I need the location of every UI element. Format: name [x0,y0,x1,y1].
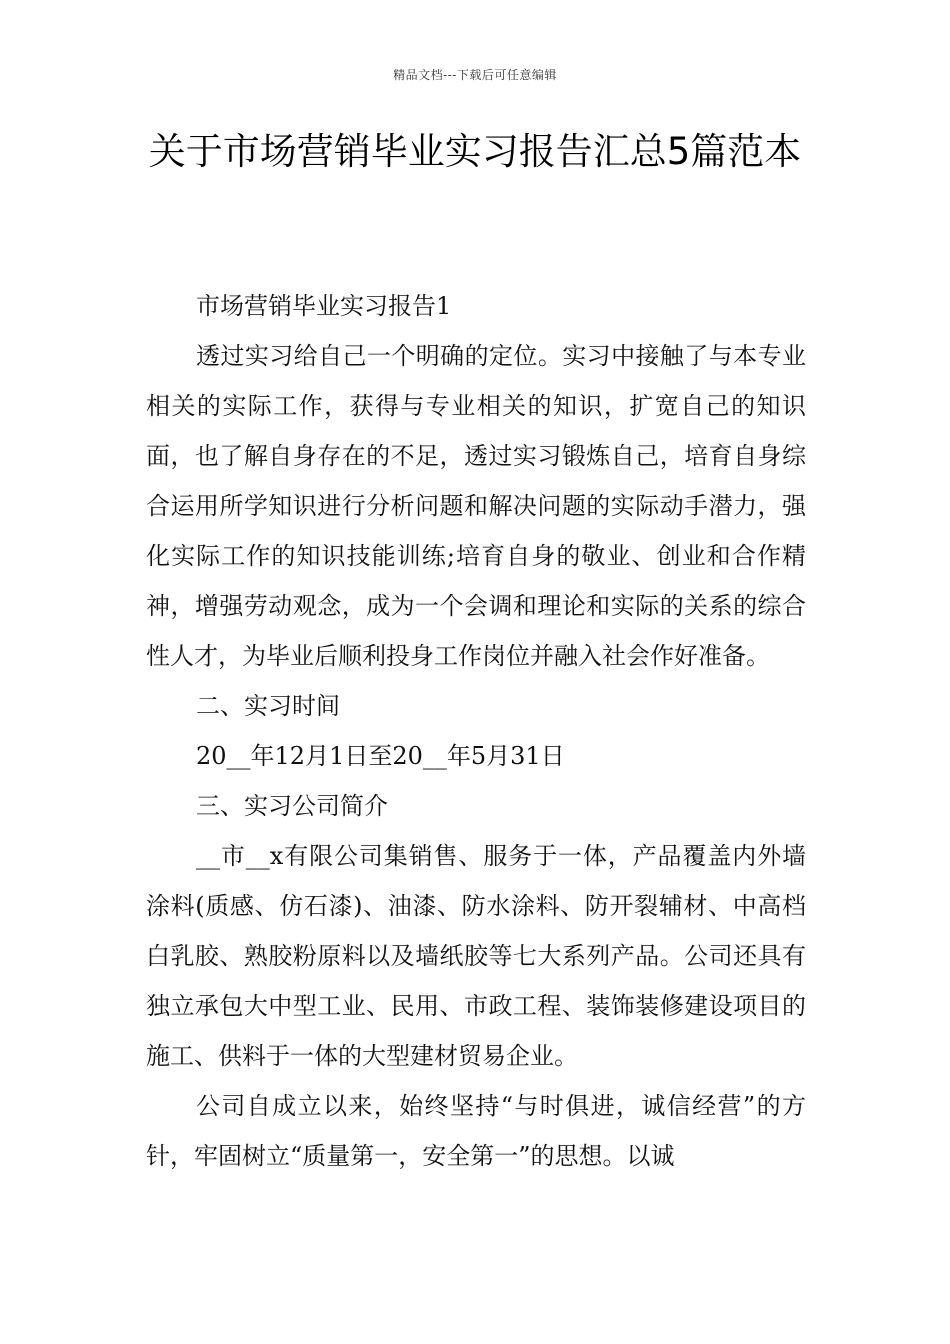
section-heading-company-intro: 三、实习公司简介 [196,792,388,820]
paragraph-company-overview: __市__x有限公司集销售、服务于一体，产品覆盖内外墙涂料(质感、仿石漆)、油漆、防水涂料、防开裂辅材、中高档白乳胶、熟胶粉原料以及墙纸胶等七大系列产品。公司还具有独立承包大中型工业、民用、市政工程、装饰装修建设项目的施工、供料于一体的大型建材贸易企业。 [146,842,806,1070]
paragraph-internship-purpose: 透过实习给自己一个明确的定位。实习中接触了与本专业相关的实际工作，获得与专业相关的知识，扩宽自己的知识面，也了解自身存在的不足，透过实习锻炼自己，培育自身综合运用所学知识进行分析问题和解决问题的实际动手潜力，强化实际工作的知识技能训练;培育自身的敬业、创业和合作精神，增强劳动观念，成为一个会调和理论和实际的关系的综合性人才，为毕业后顺利投身工作岗位并融入社会作好准备。 [146,342,806,670]
document-body [146,281,806,1181]
paragraph-company-philosophy: 公司自成立以来，始终坚持“与时俱进，诚信经营”的方针，牢固树立“质量第一，安全第一”的思想。以诚 [146,1092,806,1170]
section-heading-report-1: 市场营销毕业实习报告1 [196,292,452,320]
paragraph-internship-dates: 20__年12月1日至20__年5月31日 [196,742,565,770]
section-heading-internship-time: 二、实习时间 [196,692,340,720]
header-note: 精品文档---下载后可任意编辑 [393,68,557,82]
document-title: 关于市场营销毕业实习报告汇总5篇范本 [148,130,802,173]
